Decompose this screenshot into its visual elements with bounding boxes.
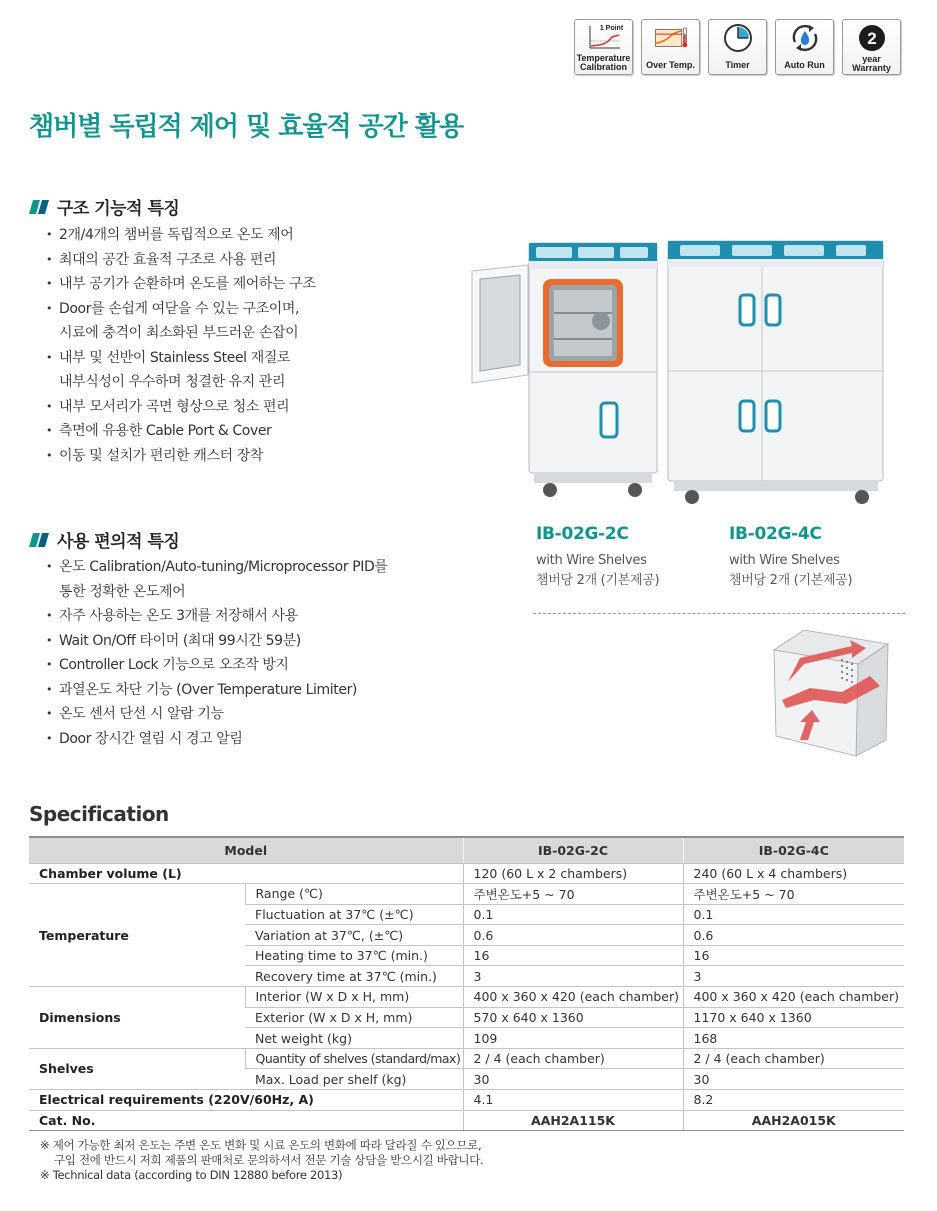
product-image [470,235,910,510]
cell-value: 0.6 [463,925,683,946]
section-title: 구조 기능적 특징 [57,199,180,219]
list-item-text: • Door를 손쉽게 여닫을 수 있는 구조이며, [59,300,300,317]
row-label: Exterior (W x D x H, mm) [245,1007,463,1028]
cell-value: 30 [683,1069,904,1090]
table-row [29,863,904,884]
caption-line: 챔버당 2개 (기본제공) [536,573,660,588]
feature-label-line: Temperature [576,53,631,63]
incubator-2c-illustration [472,243,657,497]
specification-table [29,836,904,1131]
caption-line: with Wire Shelves [536,553,647,568]
table-row [29,987,904,1008]
list-item-text: • 2개/4개의 챔버를 독립적으로 온도 제어 [59,227,294,243]
cell-value: 0.1 [463,904,683,925]
feature-timer [708,19,767,75]
footnotes [40,1138,483,1183]
cat-no-4c: AAH2A015K [683,1110,904,1131]
feature-label-line: Calibration [579,62,627,72]
list-item [46,395,315,420]
section-marker-icon [29,533,49,547]
feature-icons [574,19,901,75]
list-item [46,297,315,346]
row-label: Fluctuation at 37℃ (±℃) [245,904,463,925]
list-item [46,272,315,297]
feature-label: Auto Run [784,60,825,70]
structure-features-list [46,223,315,468]
list-item-text: • 최대의 공간 효율적 구조로 사용 편리 [59,251,277,268]
product-caption-4c [729,551,852,591]
cell-value: 240 (60 L x 4 chambers) [683,863,904,884]
dashed-divider [533,613,905,614]
table-row [29,1090,904,1111]
feature-warranty [842,19,901,75]
section-marker-icon [29,200,49,214]
row-label: Net weight (kg) [245,1028,463,1049]
product-model-2c: IB-02G-2C [536,524,629,544]
list-item [46,604,388,629]
cell-value: 570 x 640 x 1360 [463,1007,683,1028]
specification-title: Specification [29,802,169,826]
list-item [46,678,388,703]
warranty-icon [855,23,889,53]
list-item-text: • 내부 및 선반이 Stainless Steel 재질로 [59,349,291,366]
timer-icon [721,23,755,53]
table-header-row [29,837,904,863]
footnote-line: 구입 전에 반드시 저희 제품의 판매처로 문의하셔서 전문 기술 상담을 받으시길 바랍니다. [54,1153,484,1167]
table-row [29,884,904,905]
list-item [46,444,315,469]
feature-label-line: year [862,54,881,64]
cell-value: 120 (60 L x 2 chambers) [463,863,683,884]
table-row [29,1110,904,1131]
cell-value: 16 [463,945,683,966]
row-label: Recovery time at 37℃ (min.) [245,966,463,987]
list-item-text: • 내부 공기가 순환하며 온도를 제어하는 구조 [59,276,316,292]
list-item [46,555,388,604]
feature-auto-run [775,19,834,75]
feature-badge: 1 Point [599,25,624,32]
list-item-text: • Wait On/Off 타이머 (최대 99시간 59분) [59,632,301,649]
row-group: Electrical requirements (220V/60Hz, A) [29,1090,463,1111]
list-item [46,346,315,395]
header-col-2c: IB-02G-2C [463,837,683,863]
cell-value: 3 [463,966,683,987]
airflow-diagram [770,628,890,758]
cat-no-2c: AAH2A115K [463,1110,683,1131]
page-title: 챔버별 독립적 제어 및 효율적 공간 활용 [29,112,464,142]
caption-line: with Wire Shelves [729,553,840,568]
list-item-text: • 과열온도 차단 기능 (Over Temperature Limiter) [59,681,357,698]
convenience-features-list [46,555,388,751]
list-item-text: • 측면에 유용한 Cable Port & Cover [59,423,272,439]
section-heading-convenience [29,527,179,552]
list-item-text: • Door 장시간 열림 시 경고 알림 [59,730,243,747]
list-item [46,653,388,678]
cell-value: 400 x 360 x 420 (each chamber) [683,987,904,1008]
cell-value: 0.1 [683,904,904,925]
caption-line: 챔버당 2개 (기본제공) [729,573,853,588]
row-group: Chamber volume (L) [29,863,463,884]
cell-value: 2 / 4 (each chamber) [463,1048,683,1069]
row-label: Variation at 37℃, (±℃) [245,925,463,946]
row-group: Temperature [29,884,245,987]
cell-value: 1170 x 640 x 1360 [683,1007,904,1028]
header-model: Model [29,837,463,863]
footnote-line: ※ 제어 가능한 최저 온도는 주변 온도 변화 및 시료 온도의 변화에 따라 달라질 수 있으므로, [40,1138,482,1152]
feature-label [576,25,631,72]
list-item-text: 통한 정확한 온도제어 [59,583,186,600]
incubator-4c-illustration [668,241,883,504]
feature-label [852,55,891,73]
cell-value: 109 [463,1028,683,1049]
list-item [46,727,388,752]
list-item-text: • 온도 Calibration/Auto-tuning/Microprocessor PID를 [59,559,388,575]
cell-value: 30 [463,1069,683,1090]
cell-value: 4.1 [463,1090,683,1111]
list-item [46,702,388,727]
row-label: Quantity of shelves (standard/max) [245,1048,463,1069]
list-item [46,223,315,248]
list-item-text: • 이동 및 설치가 편리한 캐스터 장착 [59,447,263,464]
product-model-4c: IB-02G-4C [729,524,822,544]
cell-value: 8.2 [683,1090,904,1111]
footnote-line: ※ Technical data (according to DIN 12880 before 2013) [40,1168,343,1182]
feature-label: Over Temp. [646,60,695,70]
list-item-text: • 온도 센서 단선 시 알람 기능 [59,706,224,722]
list-item [46,629,388,654]
cell-value: 주변온도+5 ~ 70 [683,884,904,905]
row-group: Shelves [29,1048,245,1089]
row-label: Range (℃) [245,884,463,905]
section-heading-structure [29,194,179,219]
feature-temperature-calibration [574,19,633,75]
section-title: 사용 편의적 특징 [57,532,180,552]
cell-value: 3 [683,966,904,987]
over-temp-icon [654,23,688,53]
feature-label: Timer [725,60,750,70]
list-item [46,248,315,273]
row-label: Max. Load per shelf (kg) [245,1069,463,1090]
list-item-text: • 내부 모서리가 곡면 형상으로 청소 편리 [59,398,290,415]
cell-value: 168 [683,1028,904,1049]
cell-value: 400 x 360 x 420 (each chamber) [463,987,683,1008]
header-col-4c: IB-02G-4C [683,837,904,863]
list-item-text: 시료에 충격이 최소화된 부드러운 손잡이 [59,325,299,341]
cell-value: 16 [683,945,904,966]
list-item [46,419,315,444]
row-label: Heating time to 37℃ (min.) [245,945,463,966]
product-caption-2c [536,551,659,591]
list-item-text: • Controller Lock 기능으로 오조작 방지 [59,657,289,673]
row-group: Cat. No. [29,1110,463,1131]
feature-over-temp [641,19,700,75]
cell-value: 2 / 4 (each chamber) [683,1048,904,1069]
list-item-text: • 자주 사용하는 온도 3개를 저장해서 사용 [59,608,298,624]
table-row [29,1048,904,1069]
row-label: Interior (W x D x H, mm) [245,987,463,1008]
feature-label-line: Warranty [852,63,891,73]
list-item-text: 내부식성이 우수하며 청결한 유지 관리 [59,374,286,390]
row-group: Dimensions [29,987,245,1049]
auto-run-icon [788,23,822,53]
warranty-number: 2 [866,29,877,48]
cell-value: 0.6 [683,925,904,946]
cell-value: 주변온도+5 ~ 70 [463,884,683,905]
